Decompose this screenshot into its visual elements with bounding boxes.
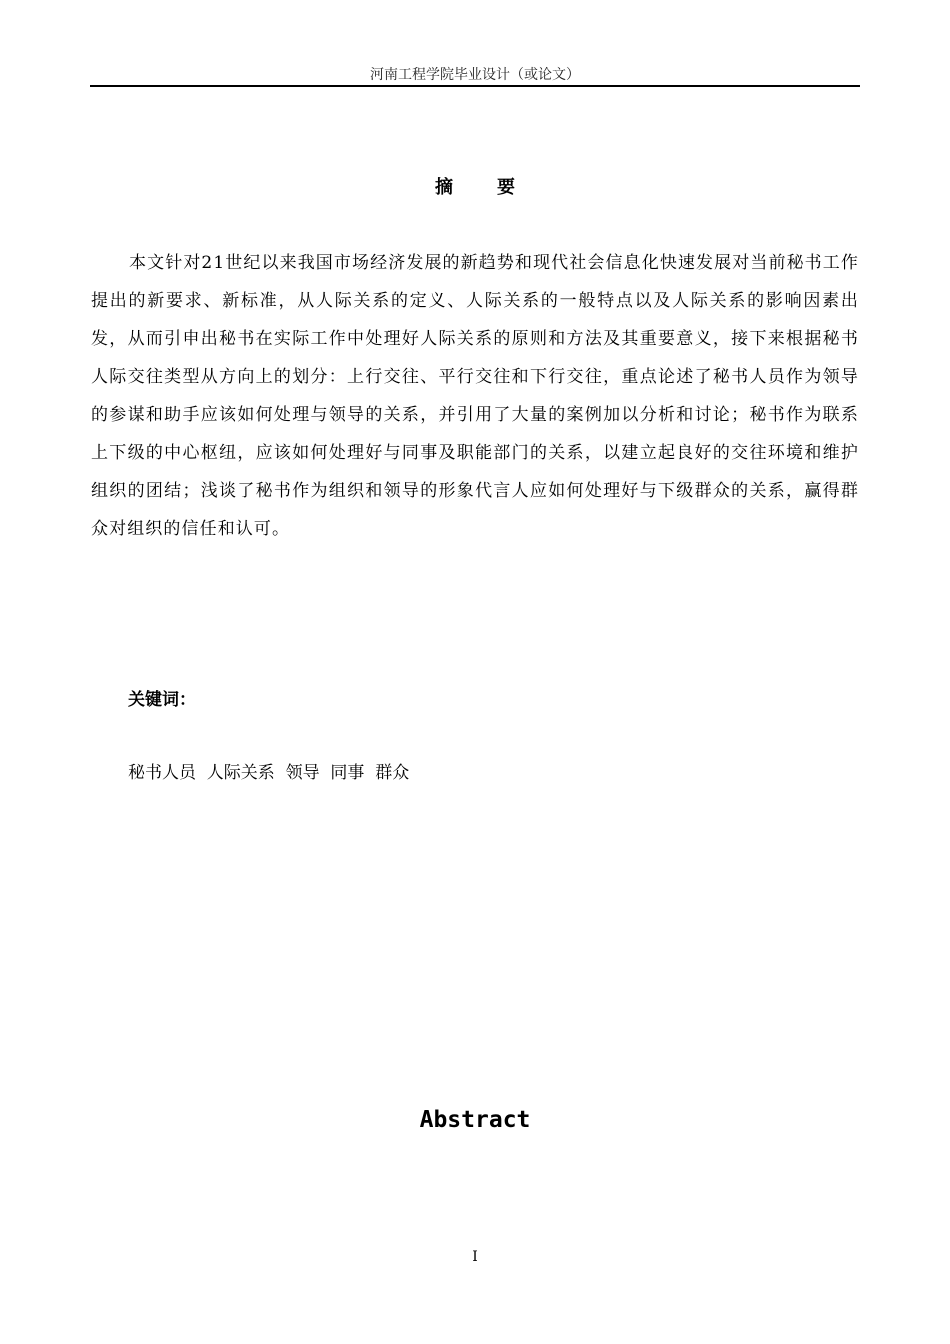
abstract-title: 摘要	[435, 177, 559, 198]
keywords-list: 秘书人员 人际关系 领导 同事 群众	[128, 763, 410, 783]
page-number: I	[472, 1249, 478, 1265]
header-rule	[90, 85, 860, 87]
page-header: 河南工程学院毕业设计（或论文）	[370, 67, 580, 83]
keywords-label: 关键词：	[128, 690, 196, 710]
english-abstract-title: Abstract	[419, 1107, 531, 1133]
abstract-body: 本文针对21世纪以来我国市场经济发展的新趋势和现代社会信息化快速发展对当前秘书工作提出的新要求、新标准，从人际关系的定义、人际关系的一般特点以及人际关系的影响因素出发，从而引申出秘书在实际工作中处理好人际关系的原则和方法及其重要意义，接下来根据秘书人际交往类型从方向上的划分：上行交往、平行交往和下行交往，重点论述了秘书人员作为领导的参谋和助手应该如何处理与领导的关系，并引用了大量的案例加以分析和讨论；秘书作为联系上下级的中心枢纽，应该如何处理好与同事及职能部门的关系，以建立起良好的交往环境和维护组织的团结；浅谈了秘书作为组织和领导的形象代言人应如何处理好与下级群众的关系，赢得群众对组织的信任和认可。	[91, 253, 859, 539]
